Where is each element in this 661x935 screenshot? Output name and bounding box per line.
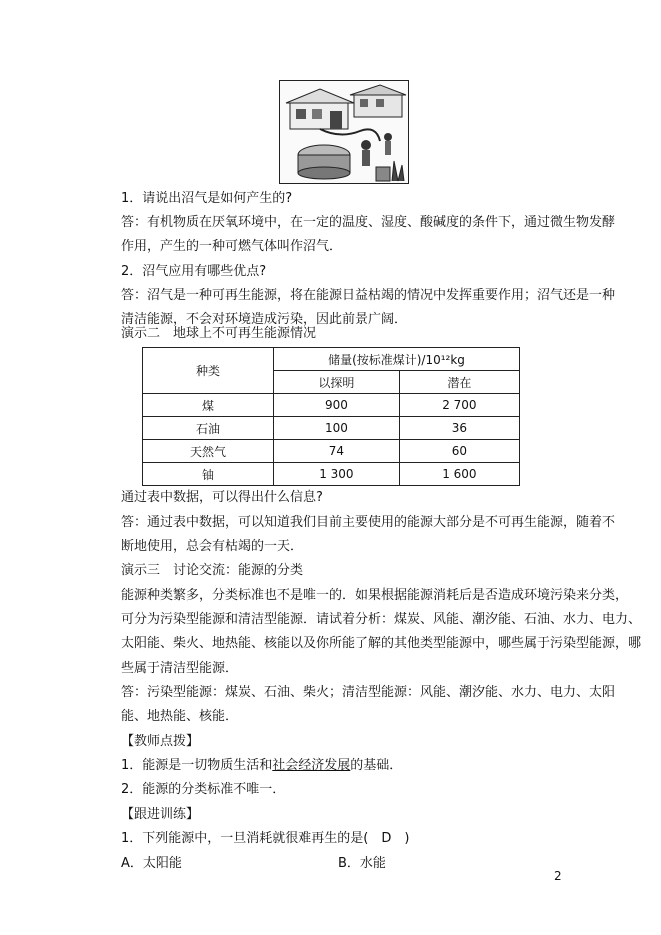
header-explored: 以探明	[274, 371, 400, 394]
question-2: 2．沼气应用有哪些优点?	[121, 264, 267, 279]
demo-3-title: 演示三 讨论交流：能源的分类	[121, 563, 304, 578]
option-b: B．水能	[338, 856, 386, 871]
cell-type: 天然气	[143, 440, 274, 463]
table-row	[143, 417, 520, 440]
cell-type: 石油	[143, 417, 274, 440]
demo-2-title: 演示二 地球上不可再生能源情况	[121, 326, 317, 341]
tip-1-underlined: 社会经济发展	[272, 758, 351, 773]
paragraph-3-line-3: 太阳能、柴火、地热能、核能以及你所能了解的其他类型能源中，哪些属于污染型能源，哪	[121, 636, 642, 651]
cell-type: 铀	[143, 463, 274, 486]
tip-1-prefix: 1．能源是一切物质生活和	[121, 758, 273, 773]
cell-explored: 1 300	[274, 463, 400, 486]
cell-potential: 1 600	[399, 463, 519, 486]
cell-explored: 74	[274, 440, 400, 463]
paragraph-3-line-4: 些属于清洁型能源．	[121, 661, 239, 676]
option-a: A．太阳能	[121, 856, 182, 871]
header-reserve: 储量(按标准煤计)/10¹²kg	[274, 348, 520, 371]
cell-type: 煤	[143, 394, 274, 417]
answer-4-line-1: 答：污染型能源：煤炭、石油、柴火；清洁型能源：风能、潮汐能、水力、电力、太阳	[121, 685, 616, 700]
answer-1-line-1: 答：有机物质在厌氧环境中，在一定的温度、湿度、酸碱度的条件下，通过微生物发酵	[121, 215, 616, 230]
tip-1-suffix: 的基础．	[350, 758, 403, 773]
answer-1-line-2: 作用，产生的一种可燃气体叫作沼气．	[121, 239, 343, 254]
teacher-tip-1	[121, 757, 402, 775]
table-header-row	[143, 348, 520, 371]
teacher-tip-2: 2．能源的分类标准不唯一．	[121, 782, 286, 797]
header-type: 种类	[143, 348, 274, 394]
answer-4-line-2: 能、地热能、核能．	[121, 709, 239, 724]
answer-3-line-1: 答：通过表中数据，可以知道我们目前主要使用的能源大部分是不可再生能源，随着不	[121, 515, 616, 530]
teacher-tips-heading: 【教师点拨】	[121, 734, 200, 749]
answer-2-line-2: 清洁能源，不会对环境造成污染，因此前景广阔．	[121, 312, 408, 327]
cell-potential: 2 700	[399, 394, 519, 417]
page-number: 2	[554, 869, 562, 883]
cell-explored: 900	[274, 394, 400, 417]
answer-2-line-1: 答：沼气是一种可再生能源，将在能源日益枯竭的情况中发挥重要作用；沼气还是一种	[121, 288, 616, 303]
paragraph-3-line-2: 可分为污染型能源和清洁型能源．请试着分析：煤炭、风能、潮汐能、石油、水力、电力、	[121, 612, 642, 627]
paragraph-3-line-1: 能源种类繁多，分类标准也不是唯一的．如果根据能源消耗后是否造成环境污染来分类，	[121, 588, 629, 603]
energy-reserves-table	[142, 347, 520, 486]
biogas-illustration	[279, 80, 409, 184]
table-row	[143, 463, 520, 486]
table-row	[143, 394, 520, 417]
exercise-1: 1．下列能源中，一旦消耗就很难再生的是( D )	[121, 831, 410, 846]
question-1: 1．请说出沼气是如何产生的?	[121, 191, 293, 206]
cell-explored: 100	[274, 417, 400, 440]
answer-3-line-2: 断地使用，总会有枯竭的一天．	[121, 539, 304, 554]
table-row	[143, 440, 520, 463]
cell-potential: 60	[399, 440, 519, 463]
question-3: 通过表中数据，可以得出什么信息?	[121, 490, 323, 505]
follow-up-heading: 【跟进训练】	[121, 807, 200, 822]
header-potential: 潜在	[399, 371, 519, 394]
biogas-scene-image	[280, 81, 408, 183]
cell-potential: 36	[399, 417, 519, 440]
